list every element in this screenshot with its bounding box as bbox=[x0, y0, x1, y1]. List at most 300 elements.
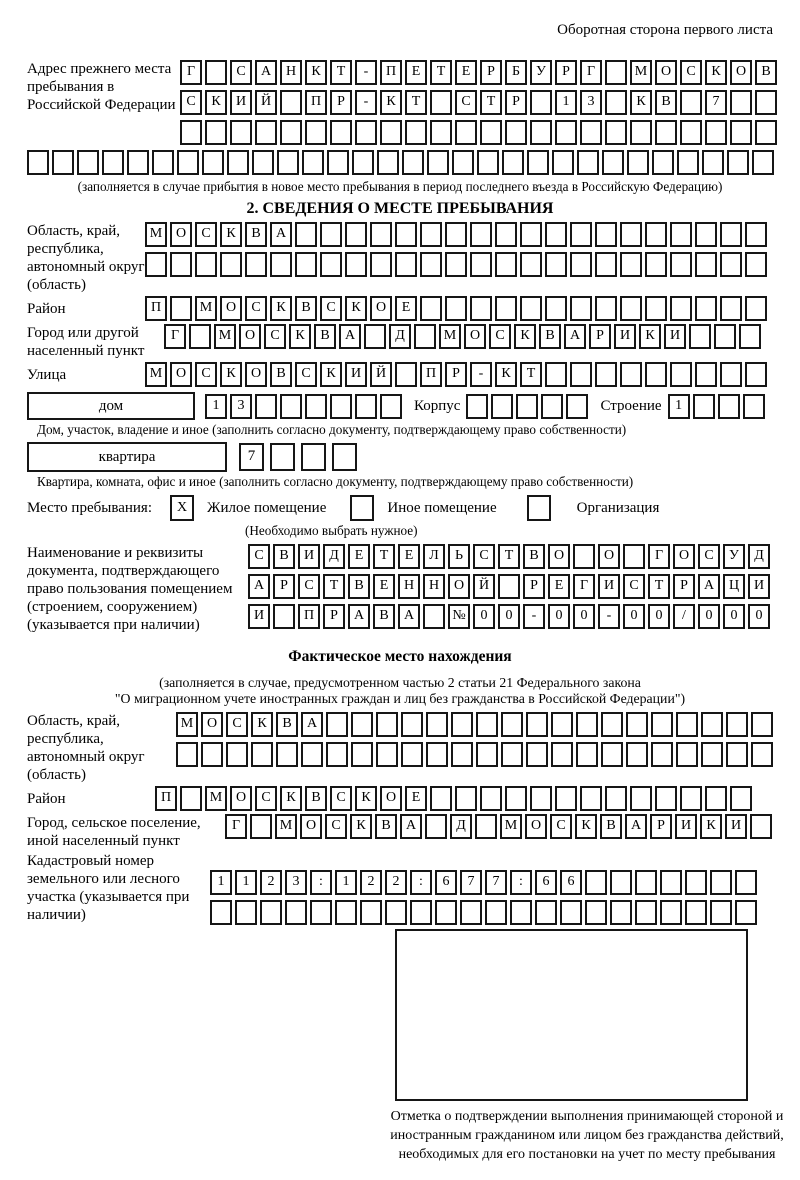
char-box[interactable]: К bbox=[705, 60, 727, 85]
char-box[interactable]: В bbox=[348, 574, 370, 599]
char-box[interactable]: В bbox=[245, 222, 267, 247]
char-box[interactable]: С bbox=[255, 786, 277, 811]
char-box[interactable] bbox=[635, 870, 657, 895]
char-box[interactable] bbox=[170, 296, 192, 321]
char-box[interactable] bbox=[680, 90, 702, 115]
char-box[interactable]: К bbox=[575, 814, 597, 839]
char-box[interactable] bbox=[660, 900, 682, 925]
char-box[interactable]: : bbox=[410, 870, 432, 895]
char-box[interactable]: И bbox=[230, 90, 252, 115]
char-box[interactable] bbox=[566, 394, 588, 419]
char-box[interactable]: С bbox=[298, 574, 320, 599]
char-box[interactable] bbox=[751, 742, 773, 767]
char-box[interactable] bbox=[645, 252, 667, 277]
char-box[interactable] bbox=[170, 252, 192, 277]
char-box[interactable]: Д bbox=[389, 324, 411, 349]
char-box[interactable] bbox=[555, 120, 577, 145]
char-box[interactable]: М bbox=[145, 362, 167, 387]
char-box[interactable]: К bbox=[380, 90, 402, 115]
char-box[interactable]: Ц bbox=[723, 574, 745, 599]
char-box[interactable] bbox=[395, 252, 417, 277]
char-box[interactable] bbox=[610, 900, 632, 925]
char-box[interactable] bbox=[727, 150, 749, 175]
char-box[interactable] bbox=[305, 394, 327, 419]
char-box[interactable]: Е bbox=[455, 60, 477, 85]
char-box[interactable] bbox=[401, 742, 423, 767]
char-box[interactable] bbox=[551, 712, 573, 737]
char-box[interactable] bbox=[755, 90, 777, 115]
char-box[interactable]: 0 bbox=[748, 604, 770, 629]
char-box[interactable]: С bbox=[195, 362, 217, 387]
char-box[interactable]: Г bbox=[648, 544, 670, 569]
char-box[interactable] bbox=[701, 742, 723, 767]
char-box[interactable] bbox=[385, 900, 407, 925]
char-box[interactable] bbox=[427, 150, 449, 175]
char-box[interactable]: - bbox=[470, 362, 492, 387]
char-box[interactable] bbox=[430, 786, 452, 811]
char-box[interactable]: И bbox=[675, 814, 697, 839]
char-box[interactable] bbox=[570, 362, 592, 387]
char-box[interactable]: И bbox=[598, 574, 620, 599]
char-box[interactable]: С bbox=[698, 544, 720, 569]
char-box[interactable] bbox=[370, 252, 392, 277]
char-box[interactable]: А bbox=[270, 222, 292, 247]
char-box[interactable] bbox=[527, 495, 551, 521]
char-box[interactable] bbox=[345, 252, 367, 277]
char-box[interactable]: Т bbox=[498, 544, 520, 569]
char-box[interactable]: 1 bbox=[210, 870, 232, 895]
char-box[interactable]: Р bbox=[523, 574, 545, 599]
char-box[interactable]: Е bbox=[398, 544, 420, 569]
char-box[interactable] bbox=[220, 252, 242, 277]
char-box[interactable]: С bbox=[230, 60, 252, 85]
char-box[interactable] bbox=[476, 712, 498, 737]
char-box[interactable] bbox=[255, 120, 277, 145]
char-box[interactable] bbox=[301, 742, 323, 767]
char-box[interactable]: В bbox=[600, 814, 622, 839]
char-box[interactable]: В bbox=[375, 814, 397, 839]
char-box[interactable]: 0 bbox=[623, 604, 645, 629]
char-box[interactable] bbox=[752, 150, 774, 175]
char-box[interactable]: О bbox=[170, 362, 192, 387]
char-box[interactable]: Т bbox=[373, 544, 395, 569]
char-box[interactable] bbox=[501, 742, 523, 767]
char-box[interactable] bbox=[377, 150, 399, 175]
char-box[interactable]: С bbox=[325, 814, 347, 839]
char-box[interactable] bbox=[276, 742, 298, 767]
char-box[interactable]: 3 bbox=[230, 394, 252, 419]
char-box[interactable]: С bbox=[195, 222, 217, 247]
char-box[interactable] bbox=[626, 712, 648, 737]
char-box[interactable] bbox=[305, 120, 327, 145]
char-box[interactable] bbox=[745, 222, 767, 247]
char-box[interactable] bbox=[455, 786, 477, 811]
char-box[interactable] bbox=[466, 394, 488, 419]
char-box[interactable] bbox=[380, 120, 402, 145]
char-box[interactable] bbox=[705, 120, 727, 145]
char-box[interactable] bbox=[670, 362, 692, 387]
char-box[interactable] bbox=[743, 394, 765, 419]
char-box[interactable]: 6 bbox=[535, 870, 557, 895]
char-box[interactable] bbox=[189, 324, 211, 349]
char-box[interactable] bbox=[526, 742, 548, 767]
char-box[interactable]: К bbox=[270, 296, 292, 321]
char-box[interactable] bbox=[680, 120, 702, 145]
char-box[interactable] bbox=[601, 712, 623, 737]
char-box[interactable] bbox=[735, 870, 757, 895]
char-box[interactable]: Р bbox=[555, 60, 577, 85]
char-box[interactable]: В bbox=[314, 324, 336, 349]
char-box[interactable]: Л bbox=[423, 544, 445, 569]
char-box[interactable] bbox=[677, 150, 699, 175]
char-box[interactable] bbox=[445, 296, 467, 321]
char-box[interactable]: Т bbox=[430, 60, 452, 85]
char-box[interactable] bbox=[445, 222, 467, 247]
char-box[interactable]: О bbox=[655, 60, 677, 85]
char-box[interactable] bbox=[545, 362, 567, 387]
char-box[interactable]: О bbox=[730, 60, 752, 85]
char-box[interactable]: М bbox=[275, 814, 297, 839]
char-box[interactable] bbox=[660, 870, 682, 895]
char-box[interactable] bbox=[480, 120, 502, 145]
char-box[interactable] bbox=[530, 90, 552, 115]
char-box[interactable]: 3 bbox=[285, 870, 307, 895]
char-box[interactable] bbox=[277, 150, 299, 175]
char-box[interactable] bbox=[545, 222, 567, 247]
char-box[interactable] bbox=[350, 495, 374, 521]
char-box[interactable]: Г bbox=[580, 60, 602, 85]
char-box[interactable]: Т bbox=[330, 60, 352, 85]
char-box[interactable] bbox=[630, 786, 652, 811]
char-box[interactable] bbox=[605, 120, 627, 145]
char-box[interactable] bbox=[352, 150, 374, 175]
char-box[interactable]: А bbox=[248, 574, 270, 599]
char-box[interactable]: М bbox=[500, 814, 522, 839]
char-box[interactable]: О bbox=[230, 786, 252, 811]
char-box[interactable] bbox=[301, 443, 326, 471]
char-box[interactable] bbox=[726, 712, 748, 737]
char-box[interactable] bbox=[605, 90, 627, 115]
char-box[interactable]: Р bbox=[330, 90, 352, 115]
char-box[interactable] bbox=[610, 870, 632, 895]
char-box[interactable]: Г bbox=[225, 814, 247, 839]
char-box[interactable] bbox=[689, 324, 711, 349]
char-box[interactable]: 0 bbox=[498, 604, 520, 629]
char-box[interactable] bbox=[395, 222, 417, 247]
char-box[interactable] bbox=[695, 296, 717, 321]
char-box[interactable] bbox=[435, 900, 457, 925]
char-box[interactable] bbox=[405, 120, 427, 145]
char-box[interactable]: В bbox=[295, 296, 317, 321]
char-box[interactable] bbox=[426, 712, 448, 737]
char-box[interactable]: П bbox=[145, 296, 167, 321]
char-box[interactable] bbox=[332, 443, 357, 471]
char-box[interactable]: Н bbox=[398, 574, 420, 599]
char-box[interactable]: 7 bbox=[705, 90, 727, 115]
char-box[interactable] bbox=[676, 712, 698, 737]
char-box[interactable] bbox=[27, 150, 49, 175]
char-box[interactable] bbox=[402, 150, 424, 175]
char-box[interactable] bbox=[245, 252, 267, 277]
char-box[interactable] bbox=[495, 252, 517, 277]
char-box[interactable]: О bbox=[170, 222, 192, 247]
char-box[interactable] bbox=[577, 150, 599, 175]
char-box[interactable] bbox=[501, 712, 523, 737]
char-box[interactable] bbox=[330, 120, 352, 145]
char-box[interactable] bbox=[376, 712, 398, 737]
char-box[interactable] bbox=[595, 362, 617, 387]
char-box[interactable]: П bbox=[155, 786, 177, 811]
char-box[interactable] bbox=[605, 60, 627, 85]
char-box[interactable] bbox=[351, 742, 373, 767]
char-box[interactable]: 7 bbox=[485, 870, 507, 895]
char-box[interactable]: 7 bbox=[460, 870, 482, 895]
char-box[interactable]: С bbox=[264, 324, 286, 349]
char-box[interactable]: А bbox=[339, 324, 361, 349]
char-box[interactable] bbox=[425, 814, 447, 839]
char-box[interactable] bbox=[205, 120, 227, 145]
char-box[interactable]: Р bbox=[445, 362, 467, 387]
char-box[interactable] bbox=[685, 900, 707, 925]
char-box[interactable] bbox=[626, 742, 648, 767]
char-box[interactable]: С bbox=[245, 296, 267, 321]
char-box[interactable] bbox=[718, 394, 740, 419]
char-box[interactable] bbox=[227, 150, 249, 175]
char-box[interactable] bbox=[152, 150, 174, 175]
char-box[interactable] bbox=[505, 120, 527, 145]
char-box[interactable] bbox=[720, 362, 742, 387]
char-box[interactable]: Р bbox=[673, 574, 695, 599]
char-box[interactable] bbox=[576, 712, 598, 737]
char-box[interactable] bbox=[475, 814, 497, 839]
char-box[interactable]: А bbox=[564, 324, 586, 349]
char-box[interactable] bbox=[77, 150, 99, 175]
char-box[interactable]: О bbox=[464, 324, 486, 349]
char-box[interactable]: В bbox=[539, 324, 561, 349]
char-box[interactable]: С bbox=[550, 814, 572, 839]
char-box[interactable] bbox=[102, 150, 124, 175]
char-box[interactable] bbox=[651, 712, 673, 737]
char-box[interactable]: 1 bbox=[205, 394, 227, 419]
char-box[interactable] bbox=[520, 296, 542, 321]
char-box[interactable] bbox=[720, 296, 742, 321]
char-box[interactable]: С bbox=[623, 574, 645, 599]
char-box[interactable]: 2 bbox=[360, 870, 382, 895]
char-box[interactable] bbox=[541, 394, 563, 419]
char-box[interactable] bbox=[145, 252, 167, 277]
char-box[interactable]: С bbox=[295, 362, 317, 387]
char-box[interactable] bbox=[370, 222, 392, 247]
char-box[interactable] bbox=[460, 900, 482, 925]
char-box[interactable] bbox=[285, 900, 307, 925]
char-box[interactable]: 0 bbox=[548, 604, 570, 629]
char-box[interactable]: Е bbox=[395, 296, 417, 321]
char-box[interactable]: 2 bbox=[385, 870, 407, 895]
char-box[interactable]: Д bbox=[323, 544, 345, 569]
char-box[interactable] bbox=[570, 296, 592, 321]
char-box[interactable] bbox=[455, 120, 477, 145]
char-box[interactable] bbox=[201, 742, 223, 767]
char-box[interactable] bbox=[701, 712, 723, 737]
inoe-checkbox[interactable] bbox=[350, 495, 374, 521]
char-box[interactable] bbox=[651, 742, 673, 767]
char-box[interactable]: С bbox=[180, 90, 202, 115]
char-box[interactable] bbox=[52, 150, 74, 175]
char-box[interactable] bbox=[280, 394, 302, 419]
char-box[interactable] bbox=[426, 742, 448, 767]
char-box[interactable]: С bbox=[680, 60, 702, 85]
char-box[interactable] bbox=[552, 150, 574, 175]
char-box[interactable]: В bbox=[655, 90, 677, 115]
char-box[interactable]: И bbox=[614, 324, 636, 349]
char-box[interactable]: 1 bbox=[668, 394, 690, 419]
char-box[interactable]: О bbox=[370, 296, 392, 321]
char-box[interactable] bbox=[451, 742, 473, 767]
char-box[interactable]: - bbox=[355, 60, 377, 85]
char-box[interactable] bbox=[605, 786, 627, 811]
char-box[interactable]: О bbox=[300, 814, 322, 839]
char-box[interactable]: Т bbox=[480, 90, 502, 115]
char-box[interactable]: Г bbox=[164, 324, 186, 349]
char-box[interactable] bbox=[739, 324, 761, 349]
char-box[interactable] bbox=[555, 786, 577, 811]
char-box[interactable] bbox=[470, 296, 492, 321]
char-box[interactable] bbox=[445, 252, 467, 277]
char-box[interactable]: Е bbox=[405, 60, 427, 85]
char-box[interactable] bbox=[655, 786, 677, 811]
char-box[interactable]: В bbox=[373, 604, 395, 629]
char-box[interactable]: О bbox=[380, 786, 402, 811]
char-box[interactable]: В bbox=[305, 786, 327, 811]
char-box[interactable]: П bbox=[305, 90, 327, 115]
char-box[interactable] bbox=[127, 150, 149, 175]
char-box[interactable]: О bbox=[525, 814, 547, 839]
char-box[interactable] bbox=[530, 786, 552, 811]
char-box[interactable] bbox=[495, 222, 517, 247]
char-box[interactable] bbox=[310, 900, 332, 925]
char-box[interactable]: Н bbox=[423, 574, 445, 599]
char-box[interactable] bbox=[195, 252, 217, 277]
char-box[interactable] bbox=[726, 742, 748, 767]
char-box[interactable] bbox=[627, 150, 649, 175]
char-box[interactable]: М bbox=[630, 60, 652, 85]
char-box[interactable] bbox=[602, 150, 624, 175]
char-box[interactable]: 0 bbox=[473, 604, 495, 629]
char-box[interactable]: И bbox=[748, 574, 770, 599]
char-box[interactable] bbox=[601, 742, 623, 767]
char-box[interactable] bbox=[326, 712, 348, 737]
char-box[interactable]: X bbox=[170, 495, 194, 521]
char-box[interactable] bbox=[420, 252, 442, 277]
char-box[interactable] bbox=[520, 222, 542, 247]
char-box[interactable] bbox=[251, 742, 273, 767]
char-box[interactable]: К bbox=[514, 324, 536, 349]
char-box[interactable] bbox=[505, 786, 527, 811]
char-box[interactable] bbox=[355, 120, 377, 145]
char-box[interactable] bbox=[273, 604, 295, 629]
char-box[interactable] bbox=[510, 900, 532, 925]
char-box[interactable]: К bbox=[320, 362, 342, 387]
char-box[interactable] bbox=[551, 742, 573, 767]
char-box[interactable]: Р bbox=[323, 604, 345, 629]
char-box[interactable] bbox=[516, 394, 538, 419]
char-box[interactable]: П bbox=[420, 362, 442, 387]
char-box[interactable]: С bbox=[455, 90, 477, 115]
char-box[interactable] bbox=[401, 712, 423, 737]
char-box[interactable]: - bbox=[598, 604, 620, 629]
char-box[interactable]: П bbox=[380, 60, 402, 85]
char-box[interactable]: Р bbox=[480, 60, 502, 85]
char-box[interactable] bbox=[480, 786, 502, 811]
char-box[interactable]: К bbox=[305, 60, 327, 85]
char-box[interactable]: В bbox=[270, 362, 292, 387]
char-box[interactable]: Г bbox=[573, 574, 595, 599]
char-box[interactable] bbox=[476, 742, 498, 767]
char-box[interactable]: И bbox=[345, 362, 367, 387]
char-box[interactable] bbox=[355, 394, 377, 419]
char-box[interactable] bbox=[685, 870, 707, 895]
char-box[interactable] bbox=[570, 222, 592, 247]
char-box[interactable]: К bbox=[220, 362, 242, 387]
char-box[interactable]: О bbox=[673, 544, 695, 569]
char-box[interactable] bbox=[623, 544, 645, 569]
char-box[interactable]: 0 bbox=[648, 604, 670, 629]
char-box[interactable] bbox=[410, 900, 432, 925]
char-box[interactable] bbox=[470, 222, 492, 247]
char-box[interactable]: М bbox=[439, 324, 461, 349]
char-box[interactable]: О bbox=[448, 574, 470, 599]
char-box[interactable] bbox=[360, 900, 382, 925]
char-box[interactable] bbox=[230, 120, 252, 145]
char-box[interactable]: С bbox=[489, 324, 511, 349]
char-box[interactable] bbox=[335, 900, 357, 925]
char-box[interactable] bbox=[295, 252, 317, 277]
char-box[interactable]: Р bbox=[589, 324, 611, 349]
char-box[interactable] bbox=[498, 574, 520, 599]
char-box[interactable] bbox=[735, 900, 757, 925]
char-box[interactable]: 0 bbox=[723, 604, 745, 629]
char-box[interactable] bbox=[705, 786, 727, 811]
char-box[interactable]: О bbox=[598, 544, 620, 569]
char-box[interactable] bbox=[502, 150, 524, 175]
char-box[interactable] bbox=[235, 900, 257, 925]
char-box[interactable] bbox=[535, 900, 557, 925]
char-box[interactable] bbox=[226, 742, 248, 767]
char-box[interactable] bbox=[250, 814, 272, 839]
char-box[interactable] bbox=[545, 296, 567, 321]
char-box[interactable]: Е bbox=[348, 544, 370, 569]
char-box[interactable] bbox=[270, 443, 295, 471]
char-box[interactable] bbox=[280, 120, 302, 145]
char-box[interactable]: № bbox=[448, 604, 470, 629]
char-box[interactable]: О bbox=[239, 324, 261, 349]
char-box[interactable] bbox=[745, 252, 767, 277]
char-box[interactable]: : bbox=[510, 870, 532, 895]
char-box[interactable] bbox=[180, 120, 202, 145]
char-box[interactable]: 7 bbox=[239, 443, 264, 471]
char-box[interactable] bbox=[252, 150, 274, 175]
char-box[interactable] bbox=[477, 150, 499, 175]
char-box[interactable]: Т bbox=[520, 362, 542, 387]
char-box[interactable]: К bbox=[251, 712, 273, 737]
char-box[interactable]: Ь bbox=[448, 544, 470, 569]
char-box[interactable] bbox=[210, 900, 232, 925]
char-box[interactable]: У bbox=[530, 60, 552, 85]
char-box[interactable]: К bbox=[355, 786, 377, 811]
char-box[interactable]: С bbox=[320, 296, 342, 321]
char-box[interactable]: К bbox=[280, 786, 302, 811]
char-box[interactable] bbox=[655, 120, 677, 145]
